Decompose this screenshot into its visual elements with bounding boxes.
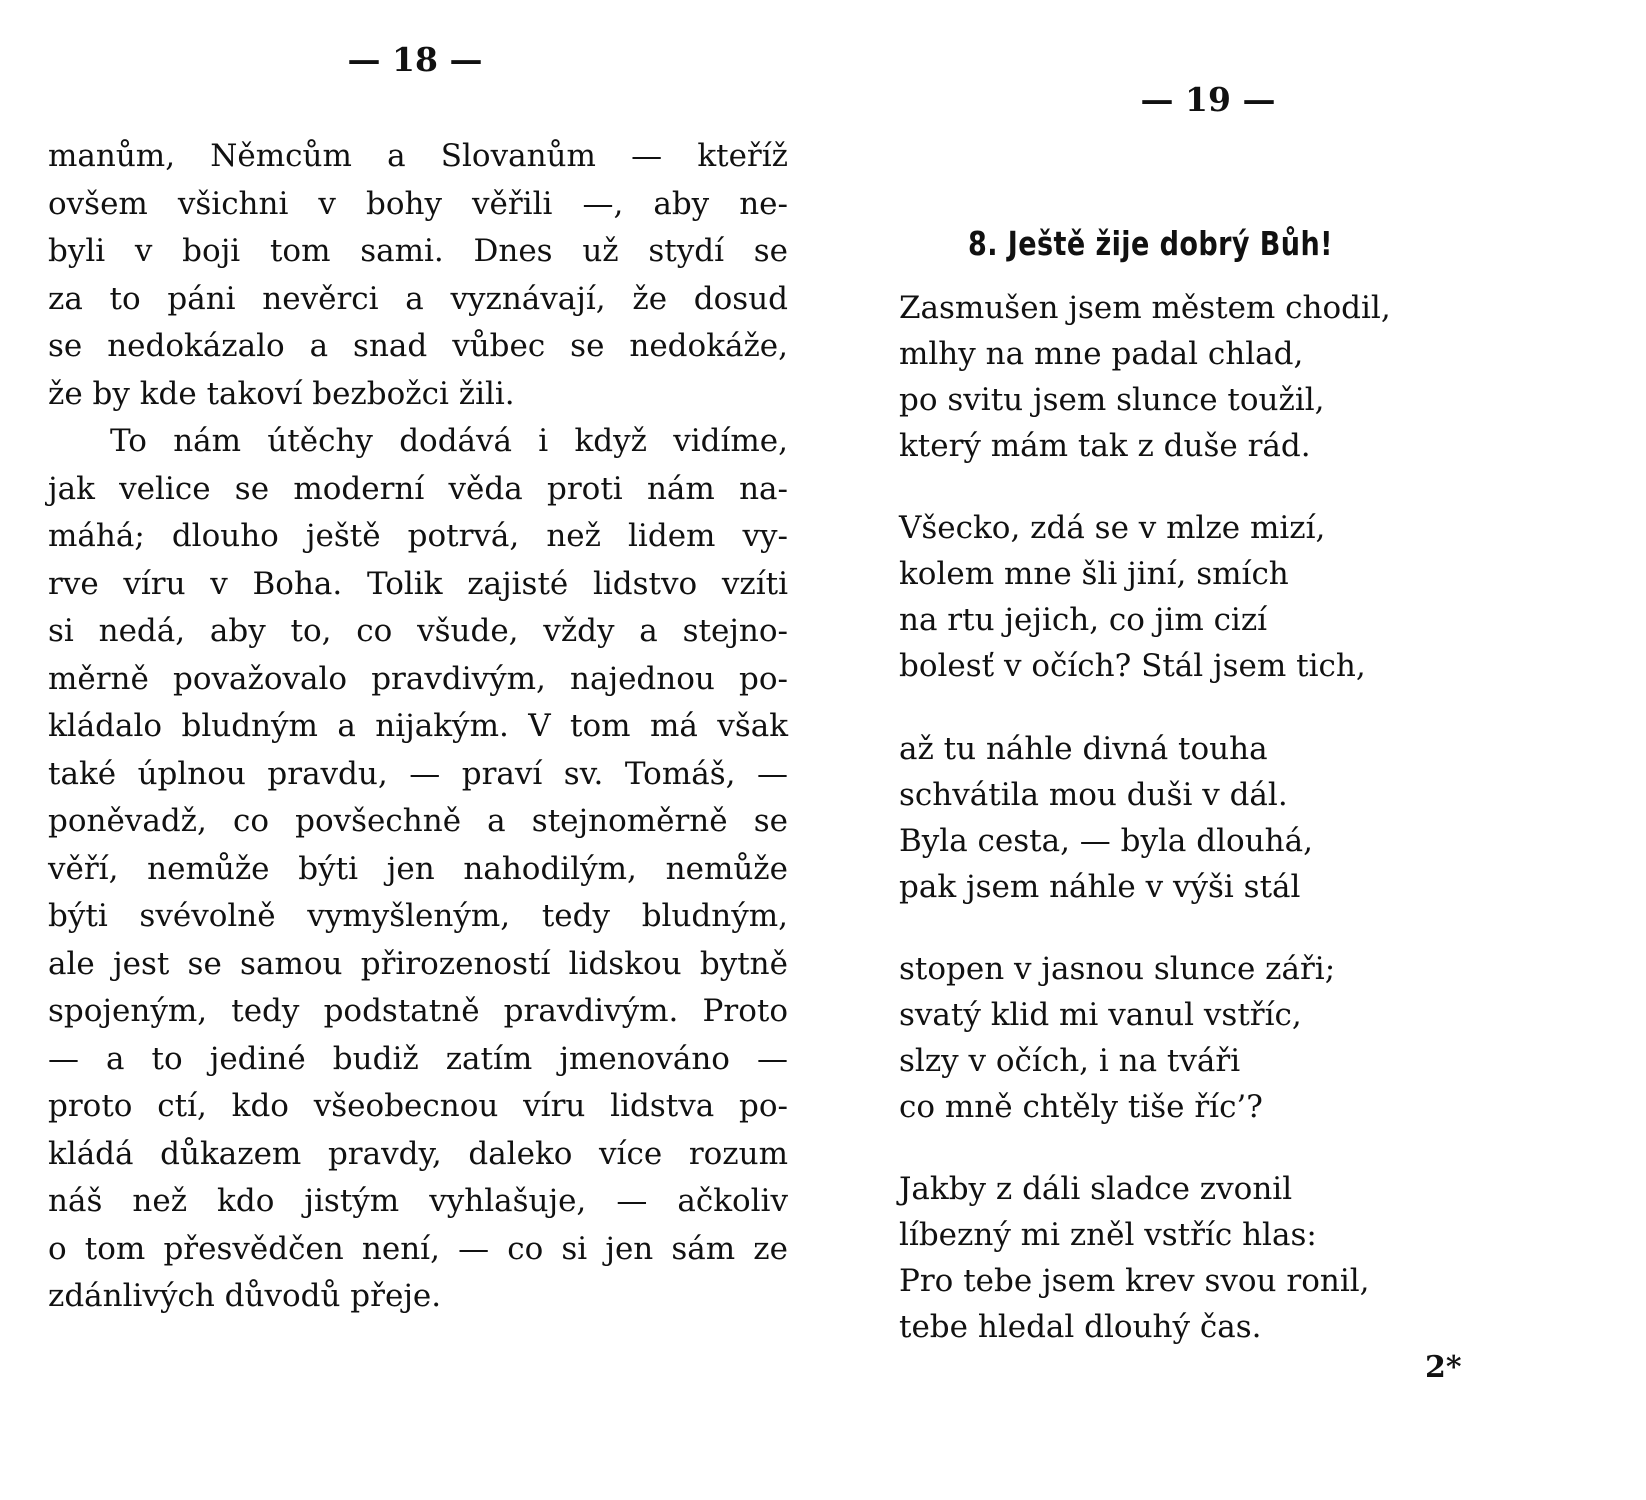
verse-line: po svitu jsem slunce toužil, bbox=[899, 382, 1325, 418]
text-line: poněvadž, co povšechně a stejnoměrně se bbox=[48, 803, 788, 839]
text-line: si nedá, aby to, co všude, vždy a stejno- bbox=[48, 613, 788, 649]
verse-line: svatý klid mi vanul vstříc, bbox=[899, 997, 1302, 1033]
verse-line: na rtu jejich, co jim cizí bbox=[899, 602, 1268, 638]
text-line: jak velice se moderní věda proti nám na- bbox=[48, 470, 788, 507]
text-line: byli v boji tom sami. Dnes už stydí se bbox=[48, 233, 788, 269]
text-line: manům, Němcům a Slovanům — kteříž bbox=[48, 138, 788, 174]
text-line: ale jest se samou přirozeností lidskou bytně bbox=[48, 945, 788, 982]
verse-line: slzy v očích, i na tváři bbox=[899, 1043, 1241, 1079]
poem-title: 8. Ještě žije dobrý Bůh! bbox=[968, 224, 1333, 263]
verse-line: Pro tebe jsem krev svou ronil, bbox=[899, 1263, 1370, 1299]
stanza bbox=[899, 946, 1459, 1130]
signature-mark: 2* bbox=[1425, 1350, 1462, 1385]
verse-line: stopen v jasnou slunce záři; bbox=[899, 951, 1336, 987]
text-line: spojeným, tedy podstatně pravdivým. Proto bbox=[48, 993, 788, 1029]
prose-text-block bbox=[48, 133, 788, 1321]
page-number: — 18 — bbox=[347, 40, 483, 79]
text-line: náš než kdo jistým vyhlašuje, — ačkoliv bbox=[48, 1183, 788, 1219]
verse-line: Zasmušen jsem městem chodil, bbox=[899, 290, 1391, 326]
verse-line: líbezný mi zněl vstříc hlas: bbox=[899, 1217, 1317, 1253]
text-line: kládalo bludným a nijakým. V tom má však bbox=[48, 708, 788, 744]
verse-line: který mám tak z duše rád. bbox=[899, 428, 1311, 464]
verse-line: Jakby z dáli sladce zvonil bbox=[899, 1171, 1293, 1207]
verse-line: až tu náhle divná touha bbox=[899, 731, 1268, 767]
text-line: býti svévolně vymyšleným, tedy bludným, bbox=[48, 898, 788, 934]
text-line: měrně považovalo pravdivým, najednou po- bbox=[48, 660, 788, 697]
text-line: zdánlivých důvodů přeje. bbox=[48, 1278, 442, 1314]
right-page bbox=[823, 0, 1646, 1500]
text-line: se nedokázalo a snad vůbec se nedokáže, bbox=[48, 328, 788, 364]
text-line: ovšem všichni v bohy věřili —, aby ne- bbox=[48, 185, 788, 222]
verse-line: Byla cesta, — byla dlouhá, bbox=[899, 823, 1313, 859]
text-line: — a to jediné budiž zatím jmenováno — bbox=[48, 1040, 788, 1077]
verse-line: mlhy na mne padal chlad, bbox=[899, 336, 1304, 372]
verse-line: co mně chtěly tiše říc’? bbox=[899, 1089, 1263, 1125]
text-line: máhá; dlouho ještě potrvá, než lidem vy- bbox=[48, 518, 788, 554]
stanza bbox=[899, 505, 1459, 689]
text-line: že by kde takoví bezbožci žili. bbox=[48, 375, 515, 412]
stanza bbox=[899, 1166, 1459, 1350]
stanza bbox=[899, 285, 1459, 469]
paragraph-first-line: To nám útěchy dodává i když vidíme, bbox=[110, 423, 788, 459]
verse-line: pak jsem náhle v výši stál bbox=[899, 869, 1301, 905]
text-line: věří, nemůže býti jen nahodilým, nemůže bbox=[48, 850, 788, 887]
verse-line: bolesť v očích? Stál jsem tich, bbox=[899, 648, 1366, 684]
verse-line: schvátila mou duši v dál. bbox=[899, 777, 1288, 813]
page-number: — 19 — bbox=[1140, 80, 1276, 119]
text-line: proto ctí, kdo všeobecnou víru lidstva po- bbox=[48, 1088, 788, 1124]
verse-line: Všecko, zdá se v mlze mizí, bbox=[899, 510, 1326, 546]
text-line: rve víru v Boha. Tolik zajisté lidstvo vzíti bbox=[48, 565, 788, 602]
text-line: o tom přesvědčen není, — co si jen sám ze bbox=[48, 1230, 788, 1267]
text-line: kládá důkazem pravdy, daleko více rozum bbox=[48, 1135, 788, 1172]
verse-line: tebe hledal dlouhý čas. bbox=[899, 1309, 1262, 1345]
text-line: také úplnou pravdu, — praví sv. Tomáš, — bbox=[48, 755, 788, 792]
stanza bbox=[899, 726, 1459, 910]
text-line: za to páni nevěrci a vyznávají, že dosud bbox=[48, 280, 788, 317]
verse-line: kolem mne šli jiní, smích bbox=[899, 556, 1289, 592]
